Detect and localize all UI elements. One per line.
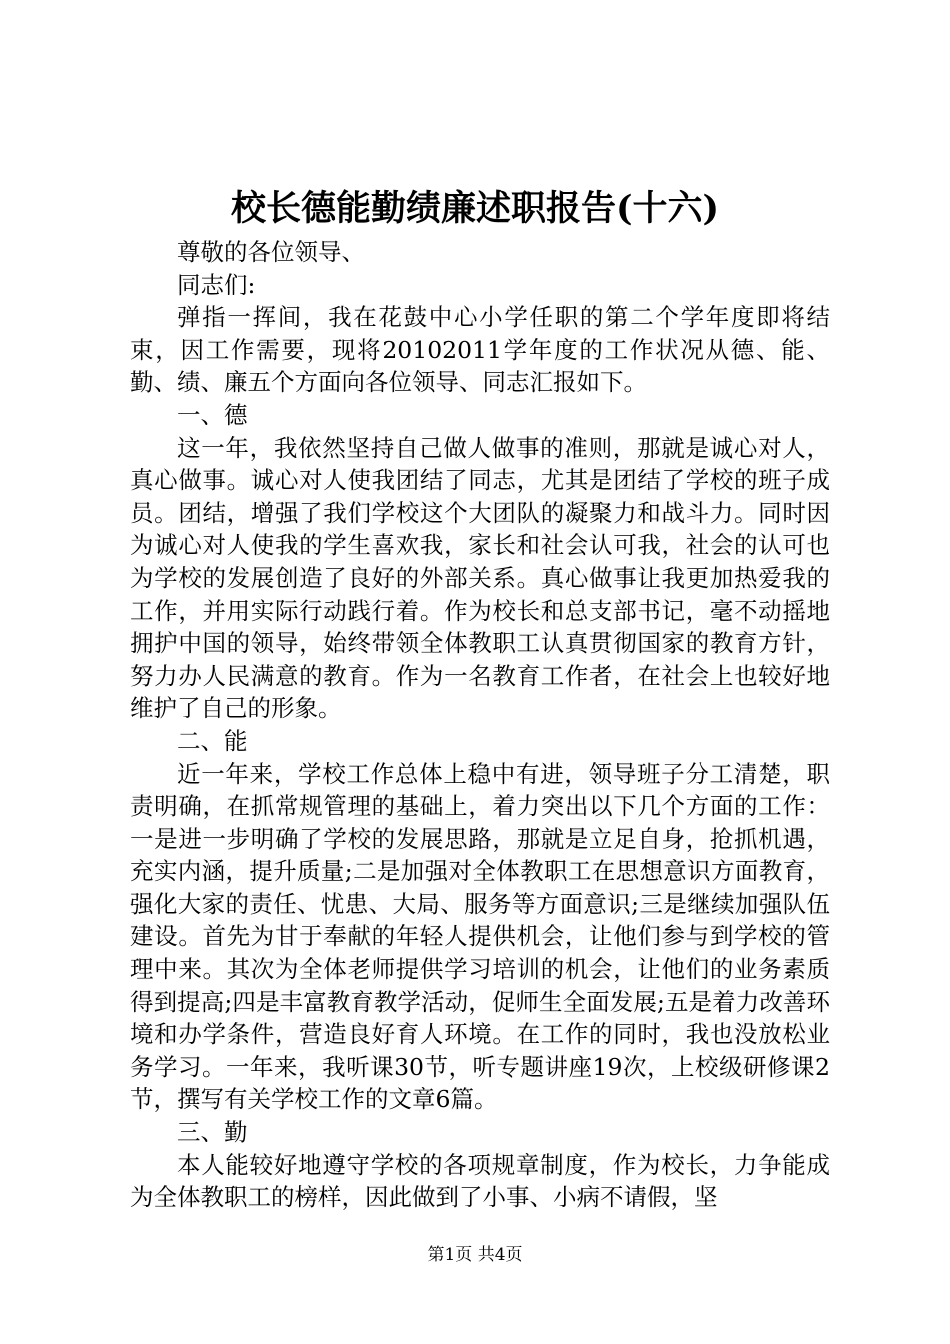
document-title: 校长德能勤绩廉述职报告(十六) [230, 188, 720, 229]
section-heading-qin: 三、勤 [177, 1118, 248, 1147]
salutation-line-1: 尊敬的各位领导、 [177, 238, 365, 266]
section-heading-de: 一、德 [177, 400, 248, 429]
section-heading-neng: 二、能 [177, 726, 248, 755]
document-body [130, 236, 830, 1214]
intro-paragraph: 弹指一挥间，我在花鼓中心小学任职的第二个学年度即将结束，因工作需要，现将20102011学年度的工作状况从德、能、勤、绩、廉五个方面向各位领导、同志汇报如下。 [130, 303, 830, 397]
section-paragraph-de: 这一年，我依然坚持自己做人做事的准则，那就是诚心对人，真心做事。诚心对人使我团结了同志，尤其是团结了学校的班子成员。团结，增强了我们学校这个大团队的凝聚力和战斗力。同时因为诚心对人使我的学生喜欢我，家长和社会认可我，社会的认可也为学校的发展创造了良好的外部关系。真心做事让我更加热爱我的工作，并用实际行动践行着。作为校长和总支部书记，毫不动摇地拥护中国的领导，始终带领全体教职工认真贯彻国家的教育方针，努力办人民满意的教育。作为一名教育工作者，在社会上也较好地维护了自己的形象。 [130, 433, 830, 723]
salutation-line-2: 同志们: [177, 270, 256, 299]
page-footer: 第1页 共4页 [427, 1245, 523, 1265]
section-paragraph-qin: 本人能较好地遵守学校的各项规章制度，作为校长，力争能成为全体教职工的榜样，因此做到了小事、小病不请假，坚 [130, 1150, 830, 1212]
section-paragraph-neng: 近一年来，学校工作总体上稳中有进，领导班子分工清楚，职责明确，在抓常规管理的基础上，着力突出以下几个方面的工作：一是进一步明确了学校的发展思路，那就是立足自身，抢抓机遇，充实内涵，提升质量;二是加强对全体教职工在思想意识方面教育，强化大家的责任、忧患、大局、服务等方面意识;三是继续加强队伍建设。首先为甘于奉献的年轻人提供机会，让他们参与到学校的管理中来。其次为全体老师提供学习培训的机会，让他们的业务素质得到提高;四是丰富教育教学活动，促师生全面发展;五是着力改善环境和办学条件，营造良好育人环境。在工作的同时，我也没放松业务学习。一年来，我听课30节，听专题讲座19次，上校级研修课2节，撰写有关学校工作的文章6篇。 [130, 759, 830, 1114]
